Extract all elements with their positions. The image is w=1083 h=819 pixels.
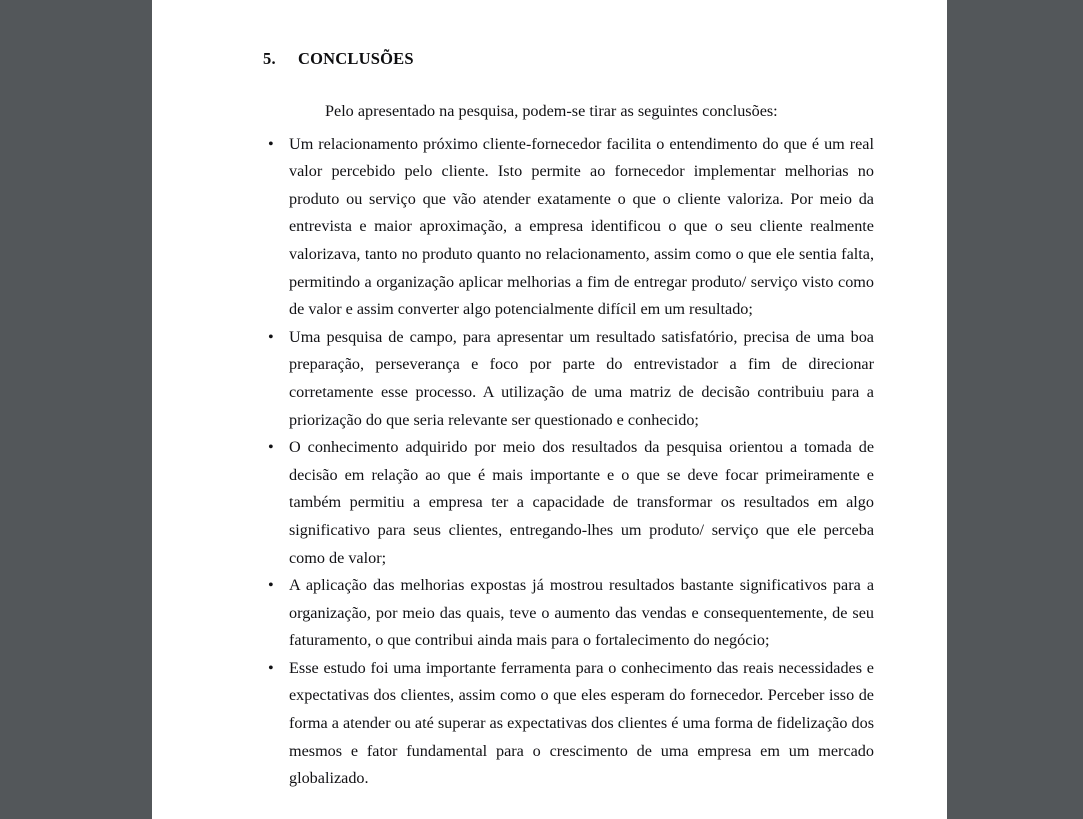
list-item	[263, 655, 874, 793]
bullet-icon: •	[268, 134, 274, 153]
bullet-icon: •	[268, 658, 274, 677]
section-number: 5.	[263, 49, 276, 68]
list-item	[263, 434, 874, 572]
section-title: CONCLUSÕES	[298, 49, 414, 68]
list-item	[263, 131, 874, 324]
intro-paragraph: Pelo apresentado na pesquisa, podem-se tirar as seguintes conclusões:	[325, 101, 778, 120]
list-item-text: Esse estudo foi uma importante ferramenta para o conhecimento das reais necessidades e expectativas dos clientes, assim como o que eles esperam do fornecedor. Perceber isso de forma a atender ou até superar as expectativas dos clientes é uma forma de fidelização dos mesmos e fator fundamental para o crescimento de uma empresa em um mercado globalizado.	[289, 658, 874, 788]
list-item-text: Um relacionamento próximo cliente-fornecedor facilita o entendimento do que é um real valor percebido pelo cliente. Isto permite ao fornecedor implementar melhorias no produto ou serviço que vão atender exatamente o que o cliente valoriza. Por meio da entrevista e maior aproximação, a empresa identificou o que o seu cliente realmente valorizava, tanto no produto quanto no relacionamento, assim como o que ele sentia falta, permitindo a organização aplicar melhorias a fim de entregar produto/ serviço visto como de valor e assim converter algo potencialmente difícil em um resultado;	[289, 134, 874, 319]
list-item-text: Uma pesquisa de campo, para apresentar um resultado satisfatório, precisa de uma boa preparação, perseverança e foco por parte do entrevistador a fim de direcionar corretamente esse processo. A utilização de uma matriz de decisão contribuiu para a priorização do que seria relevante ser questionado e conhecido;	[289, 327, 874, 429]
page-content	[263, 0, 874, 793]
list-item	[263, 572, 874, 655]
bullet-icon: •	[268, 327, 274, 346]
document-page	[152, 0, 947, 819]
section-heading	[263, 0, 874, 68]
list-item-text: O conhecimento adquirido por meio dos resultados da pesquisa orientou a tomada de decisão em relação ao que é mais importante e o que se deve focar primeiramente e também permitiu a empresa ter a capacidade de transformar os resultados em algo significativo para seus clientes, entregando-lhes um produto/ serviço que ele perceba como de valor;	[289, 438, 874, 567]
list-item	[263, 324, 874, 434]
list-item-text: A aplicação das melhorias expostas já mostrou resultados bastante significativos para a organização, por meio das quais, teve o aumento das vendas e consequentemente, de seu faturamento, o que contribui ainda mais para o fortalecimento do negócio;	[289, 576, 874, 650]
conclusions-list	[263, 125, 874, 793]
bullet-icon: •	[268, 576, 274, 595]
bullet-icon: •	[268, 438, 274, 457]
